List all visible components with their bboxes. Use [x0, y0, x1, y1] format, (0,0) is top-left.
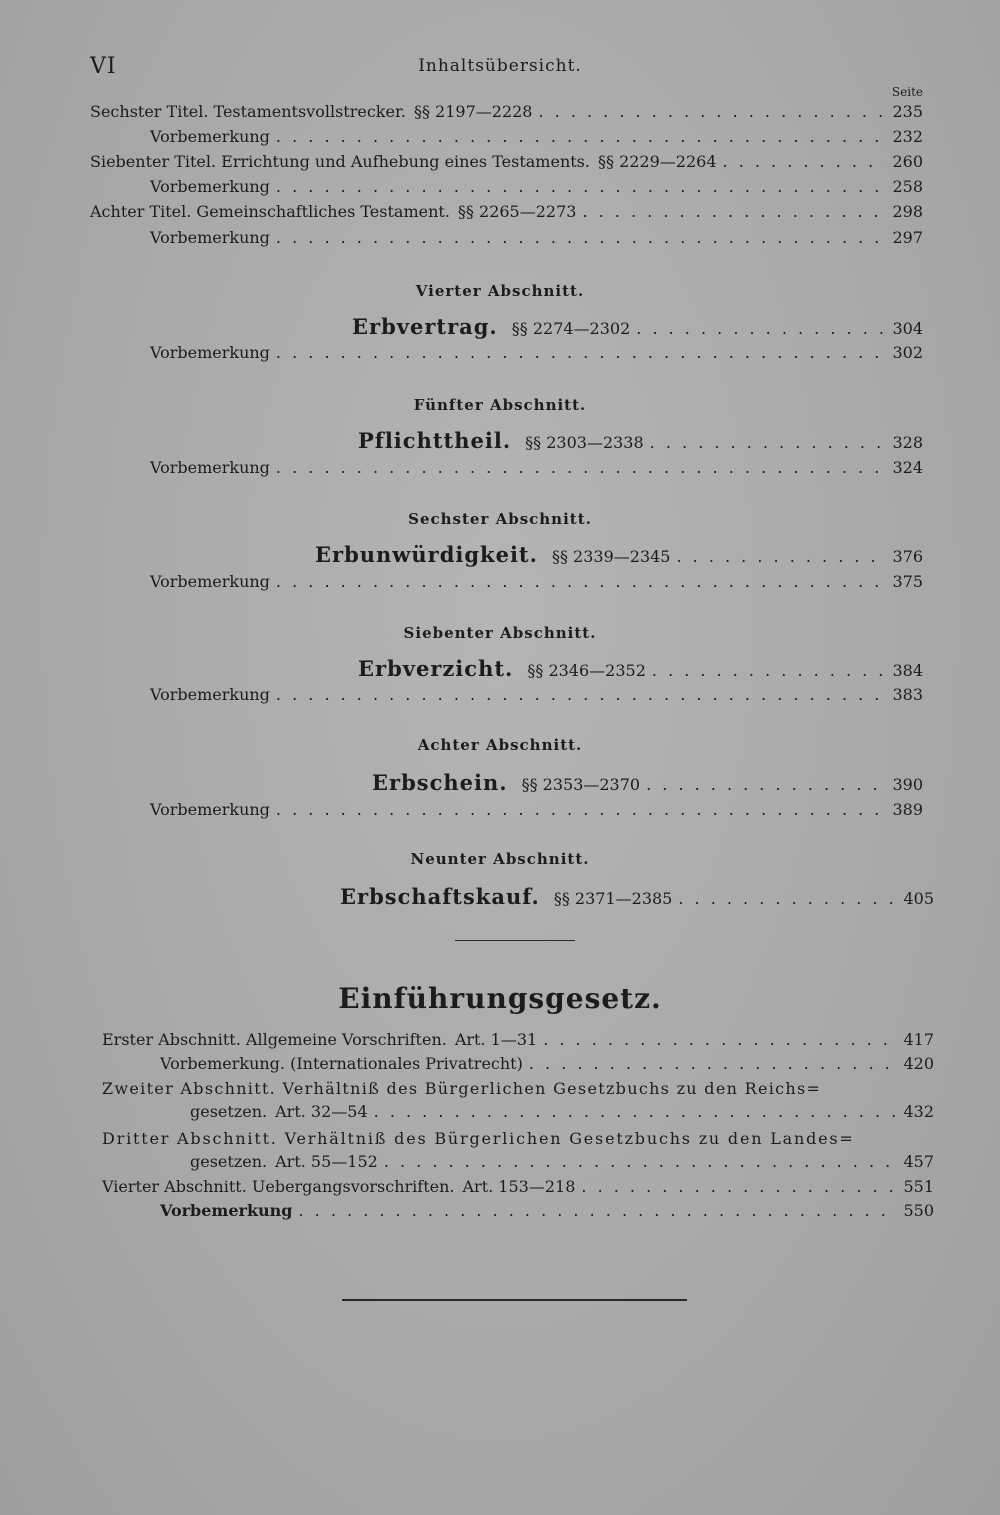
toc-entry	[150, 228, 923, 247]
entry-label: Siebenter Titel. Errichtung und Aufhebung eines Testaments.	[90, 152, 590, 171]
entry-page: 417	[903, 1030, 934, 1049]
entry-label-cont: gesetzen.	[190, 1152, 268, 1171]
toc-entry	[315, 542, 923, 567]
toc-entry	[372, 770, 923, 795]
entry-page: 328	[892, 433, 923, 452]
entry-ref: Art. 1—31	[454, 1030, 538, 1049]
leader-dots	[276, 127, 887, 146]
toc-entry	[150, 343, 923, 362]
leader-dots	[581, 1177, 897, 1196]
einfuehrungsgesetz-title: Einführungsgesetz.	[338, 982, 662, 1015]
leader-dots	[723, 152, 887, 171]
entry-page: 375	[892, 572, 923, 591]
entry-page: 384	[892, 661, 923, 680]
entry-label: Vorbemerkung	[150, 228, 270, 247]
entry-page: 390	[892, 775, 923, 794]
entry-label-cont: gesetzen.	[190, 1102, 268, 1121]
section-heading: Achter Abschnitt.	[417, 736, 583, 754]
toc-entry	[160, 1201, 934, 1220]
toc-entry	[90, 202, 923, 221]
leader-dots	[384, 1152, 898, 1171]
entry-label: Vorbemerkung	[150, 127, 270, 146]
leader-dots	[276, 685, 887, 704]
toc-entry	[90, 152, 923, 171]
toc-entry	[358, 428, 923, 453]
entry-page: 235	[892, 102, 923, 121]
leader-dots	[636, 319, 886, 338]
toc-entry	[160, 1054, 934, 1073]
section-title: Erbschein.	[372, 770, 508, 795]
entry-label: Achter Titel. Gemeinschaftliches Testament.	[90, 202, 450, 221]
leader-dots	[276, 800, 887, 819]
entry-page: 405	[903, 889, 934, 908]
entry-page: 457	[903, 1152, 934, 1171]
toc-entry	[150, 177, 923, 196]
entry-label: Vorbemerkung	[160, 1201, 293, 1220]
entry-page: 376	[892, 547, 923, 566]
entry-ref: §§ 2339—2345	[551, 547, 671, 566]
toc-entry	[150, 800, 923, 819]
toc-entry	[352, 314, 923, 339]
toc-entry	[358, 656, 923, 681]
leader-dots	[582, 202, 886, 221]
toc-entry	[190, 1102, 934, 1121]
entry-label: Vorbemerkung. (Internationales Privatrecht)	[160, 1054, 523, 1073]
leader-dots	[276, 458, 887, 477]
entry-page: 302	[892, 343, 923, 362]
leader-dots	[676, 547, 886, 566]
section-heading: Sechster Abschnitt.	[408, 510, 592, 528]
entry-page: 260	[892, 152, 923, 171]
toc-entry	[150, 127, 923, 146]
leader-dots	[652, 661, 887, 680]
running-title: Inhaltsübersicht.	[418, 56, 582, 76]
entry-page: 304	[892, 319, 923, 338]
toc-entry	[150, 685, 923, 704]
toc-entry	[150, 572, 923, 591]
leader-dots	[374, 1102, 898, 1121]
leader-dots	[646, 775, 886, 794]
entry-ref: §§ 2371—2385	[553, 889, 673, 908]
toc-entry	[340, 884, 934, 909]
section-title: Erbvertrag.	[352, 314, 498, 339]
entry-page: 324	[892, 458, 923, 477]
entry-label: Zweiter Abschnitt. Verhältniß des Bürgerlichen Gesetzbuchs zu den Reichs=	[102, 1079, 822, 1098]
toc-entry	[190, 1152, 934, 1171]
entry-label: Sechster Titel. Testamentsvollstrecker.	[90, 102, 406, 121]
leader-dots	[276, 177, 887, 196]
entry-label: Vorbemerkung	[150, 800, 270, 819]
entry-ref: Art. 153—218	[462, 1177, 576, 1196]
entry-label: Vorbemerkung	[150, 458, 270, 477]
entry-ref: §§ 2229—2264	[597, 152, 717, 171]
leader-dots	[650, 433, 887, 452]
entry-ref: §§ 2353—2370	[521, 775, 641, 794]
leader-dots	[299, 1201, 898, 1220]
entry-page: 258	[892, 177, 923, 196]
entry-label: Erster Abschnitt. Allgemeine Vorschriften.	[102, 1030, 447, 1049]
entry-page: 389	[892, 800, 923, 819]
section-heading: Siebenter Abschnitt.	[403, 624, 597, 642]
leader-dots	[678, 889, 897, 908]
leader-dots	[276, 343, 887, 362]
entry-ref: Art. 55—152	[275, 1152, 378, 1171]
section-title: Erbunwürdigkeit.	[315, 542, 538, 567]
page-number: VI	[90, 54, 117, 79]
entry-ref: §§ 2265—2273	[457, 202, 577, 221]
entry-label: Vorbemerkung	[150, 343, 270, 362]
entry-page: 232	[892, 127, 923, 146]
toc-entry	[150, 458, 923, 477]
entry-page: 550	[903, 1201, 934, 1220]
end-rule	[342, 1299, 687, 1301]
leader-dots	[529, 1054, 898, 1073]
section-title: Pflichttheil.	[358, 428, 512, 453]
section-divider	[455, 940, 575, 941]
toc-entry	[102, 1177, 934, 1196]
toc-entry	[90, 102, 923, 121]
leader-dots	[276, 572, 887, 591]
entry-label: Vorbemerkung	[150, 685, 270, 704]
section-heading: Fünfter Abschnitt.	[413, 396, 587, 414]
entry-ref: Art. 32—54	[275, 1102, 368, 1121]
entry-page: 432	[903, 1102, 934, 1121]
entry-page: 551	[903, 1177, 934, 1196]
section-title: Erbschaftskauf.	[340, 884, 540, 909]
entry-ref: §§ 2274—2302	[511, 319, 631, 338]
entry-ref: §§ 2346—2352	[527, 661, 646, 680]
seite-column-label: Seite	[891, 85, 923, 99]
entry-ref: §§ 2197—2228	[413, 102, 533, 121]
entry-label: Vorbemerkung	[150, 177, 270, 196]
entry-page: 383	[892, 685, 923, 704]
section-heading: Vierter Abschnitt.	[415, 282, 585, 300]
leader-dots	[276, 228, 887, 247]
entry-ref: §§ 2303—2338	[525, 433, 644, 452]
leader-dots	[543, 1030, 897, 1049]
entry-page: 297	[892, 228, 923, 247]
toc-entry	[102, 1030, 934, 1049]
section-title: Erbverzicht.	[358, 656, 514, 681]
section-heading: Neunter Abschnitt.	[410, 850, 590, 868]
entry-page: 420	[903, 1054, 934, 1073]
entry-page: 298	[892, 202, 923, 221]
entry-label: Dritter Abschnitt. Verhältniß des Bürgerlichen Gesetzbuchs zu den Landes=	[102, 1129, 855, 1148]
entry-label: Vorbemerkung	[150, 572, 270, 591]
leader-dots	[538, 102, 886, 121]
entry-label: Vierter Abschnitt. Uebergangsvorschriften.	[102, 1177, 455, 1196]
